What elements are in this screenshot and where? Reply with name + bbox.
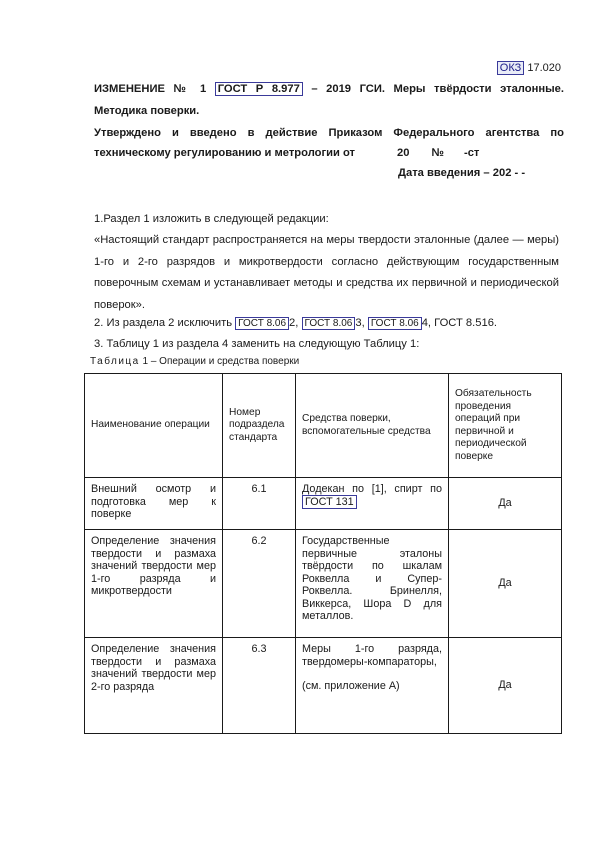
means-cell [296,638,449,734]
mandatory-value: Да [449,530,562,638]
means-text: Додекан по [1], спирт по [302,483,442,495]
table-row [85,478,562,530]
paragraph-3: 3. Таблицу 1 из раздела 4 заменить на следующую Таблицу 1: [94,338,420,350]
header-mandatory: Обязательность проведения операций при первичной и периодической поверке [449,374,562,478]
table-caption-word: Таблица [90,356,140,367]
operation-name: Определение значения твердости и размаха значений твердости мер 1-го разряда и микротвердости [85,530,223,638]
gost-suffix: 2, [289,317,299,329]
means-cell [296,478,449,530]
table-header-row [85,374,562,478]
paragraph-2-prefix: 2. Из раздела 2 исключить [94,317,233,329]
gost-reference: ГОСТ 131 [302,495,357,509]
okz-code-number: 17.020 [527,62,561,74]
effective-date: Дата введения – 202 - - [398,167,526,179]
approval-suffix: -ст [463,147,480,159]
gost-reference: ГОСТ 8.06 [302,317,356,330]
okz-code-label: ОКЗ [497,61,524,75]
gost-suffix: 4, ГОСТ 8.516. [421,317,498,329]
table-caption-text: 1 – Операции и средства поверки [139,356,300,367]
subsection-number: 6.1 [223,478,296,530]
means-text: Государственные первичные эталоны твёрдости по шкалам Роквелла и Супер-Роквелла. Бринелля, Виккерса, Шора D для металлов. [296,530,449,638]
amendment-title [94,83,564,95]
amendment-subtitle: Методика поверки. [94,105,200,117]
mandatory-value: Да [449,638,562,734]
operation-name: Внешний осмотр и подготовка мер к поверке [85,478,223,530]
table-row [85,530,562,638]
okz-code [497,62,561,74]
paragraph-scope: «Настоящий стандарт распространяется на меры твердости эталонные (далее — меры) 1-го и 2-го разрядов и микротвердости согласно действующим государственным поверочным схемам и устанавливает методы и средства их первичной и периодической поверок». [94,234,559,311]
table-caption [90,356,299,367]
means-text: Меры 1-го разряда, твердомеры-компараторы, [302,643,442,668]
operations-table [84,373,562,734]
approval-year: 20 [397,147,410,159]
header-operation: Наименование операции [85,374,223,478]
operation-name: Определение значения твердости и размаха значений твердости мер 2-го разряда [85,638,223,734]
amendment-number: ИЗМЕНЕНИЕ № 1 [94,83,207,95]
means-note: (см. приложение А) [302,680,400,692]
mandatory-value: Да [449,478,562,530]
gost-reference: ГОСТ Р 8.977 [215,82,303,96]
paragraph-1: 1.Раздел 1 изложить в следующей редакции: [94,213,329,225]
gost-suffix: 3, [355,317,365,329]
gost-reference: ГОСТ 8.06 [235,317,289,330]
header-subsection: Номер подраздела стандарта [223,374,296,478]
subsection-number: 6.3 [223,638,296,734]
header-means: Средства поверки, вспомогательные средства [296,374,449,478]
approval-line-1: Утверждено и введено в действие Приказом Федерального агентства по [94,127,564,139]
approval-agency: техническому регулированию и метрологии от [94,147,356,159]
gost-reference: ГОСТ 8.06 [368,317,422,330]
paragraph-2 [94,313,559,335]
approval-line-2 [94,147,524,159]
approval-number-sign: № [431,147,444,159]
amendment-title-rest: – 2019 ГСИ. Меры твёрдости эталонные. [311,83,564,95]
table-row [85,638,562,734]
subsection-number: 6.2 [223,530,296,638]
